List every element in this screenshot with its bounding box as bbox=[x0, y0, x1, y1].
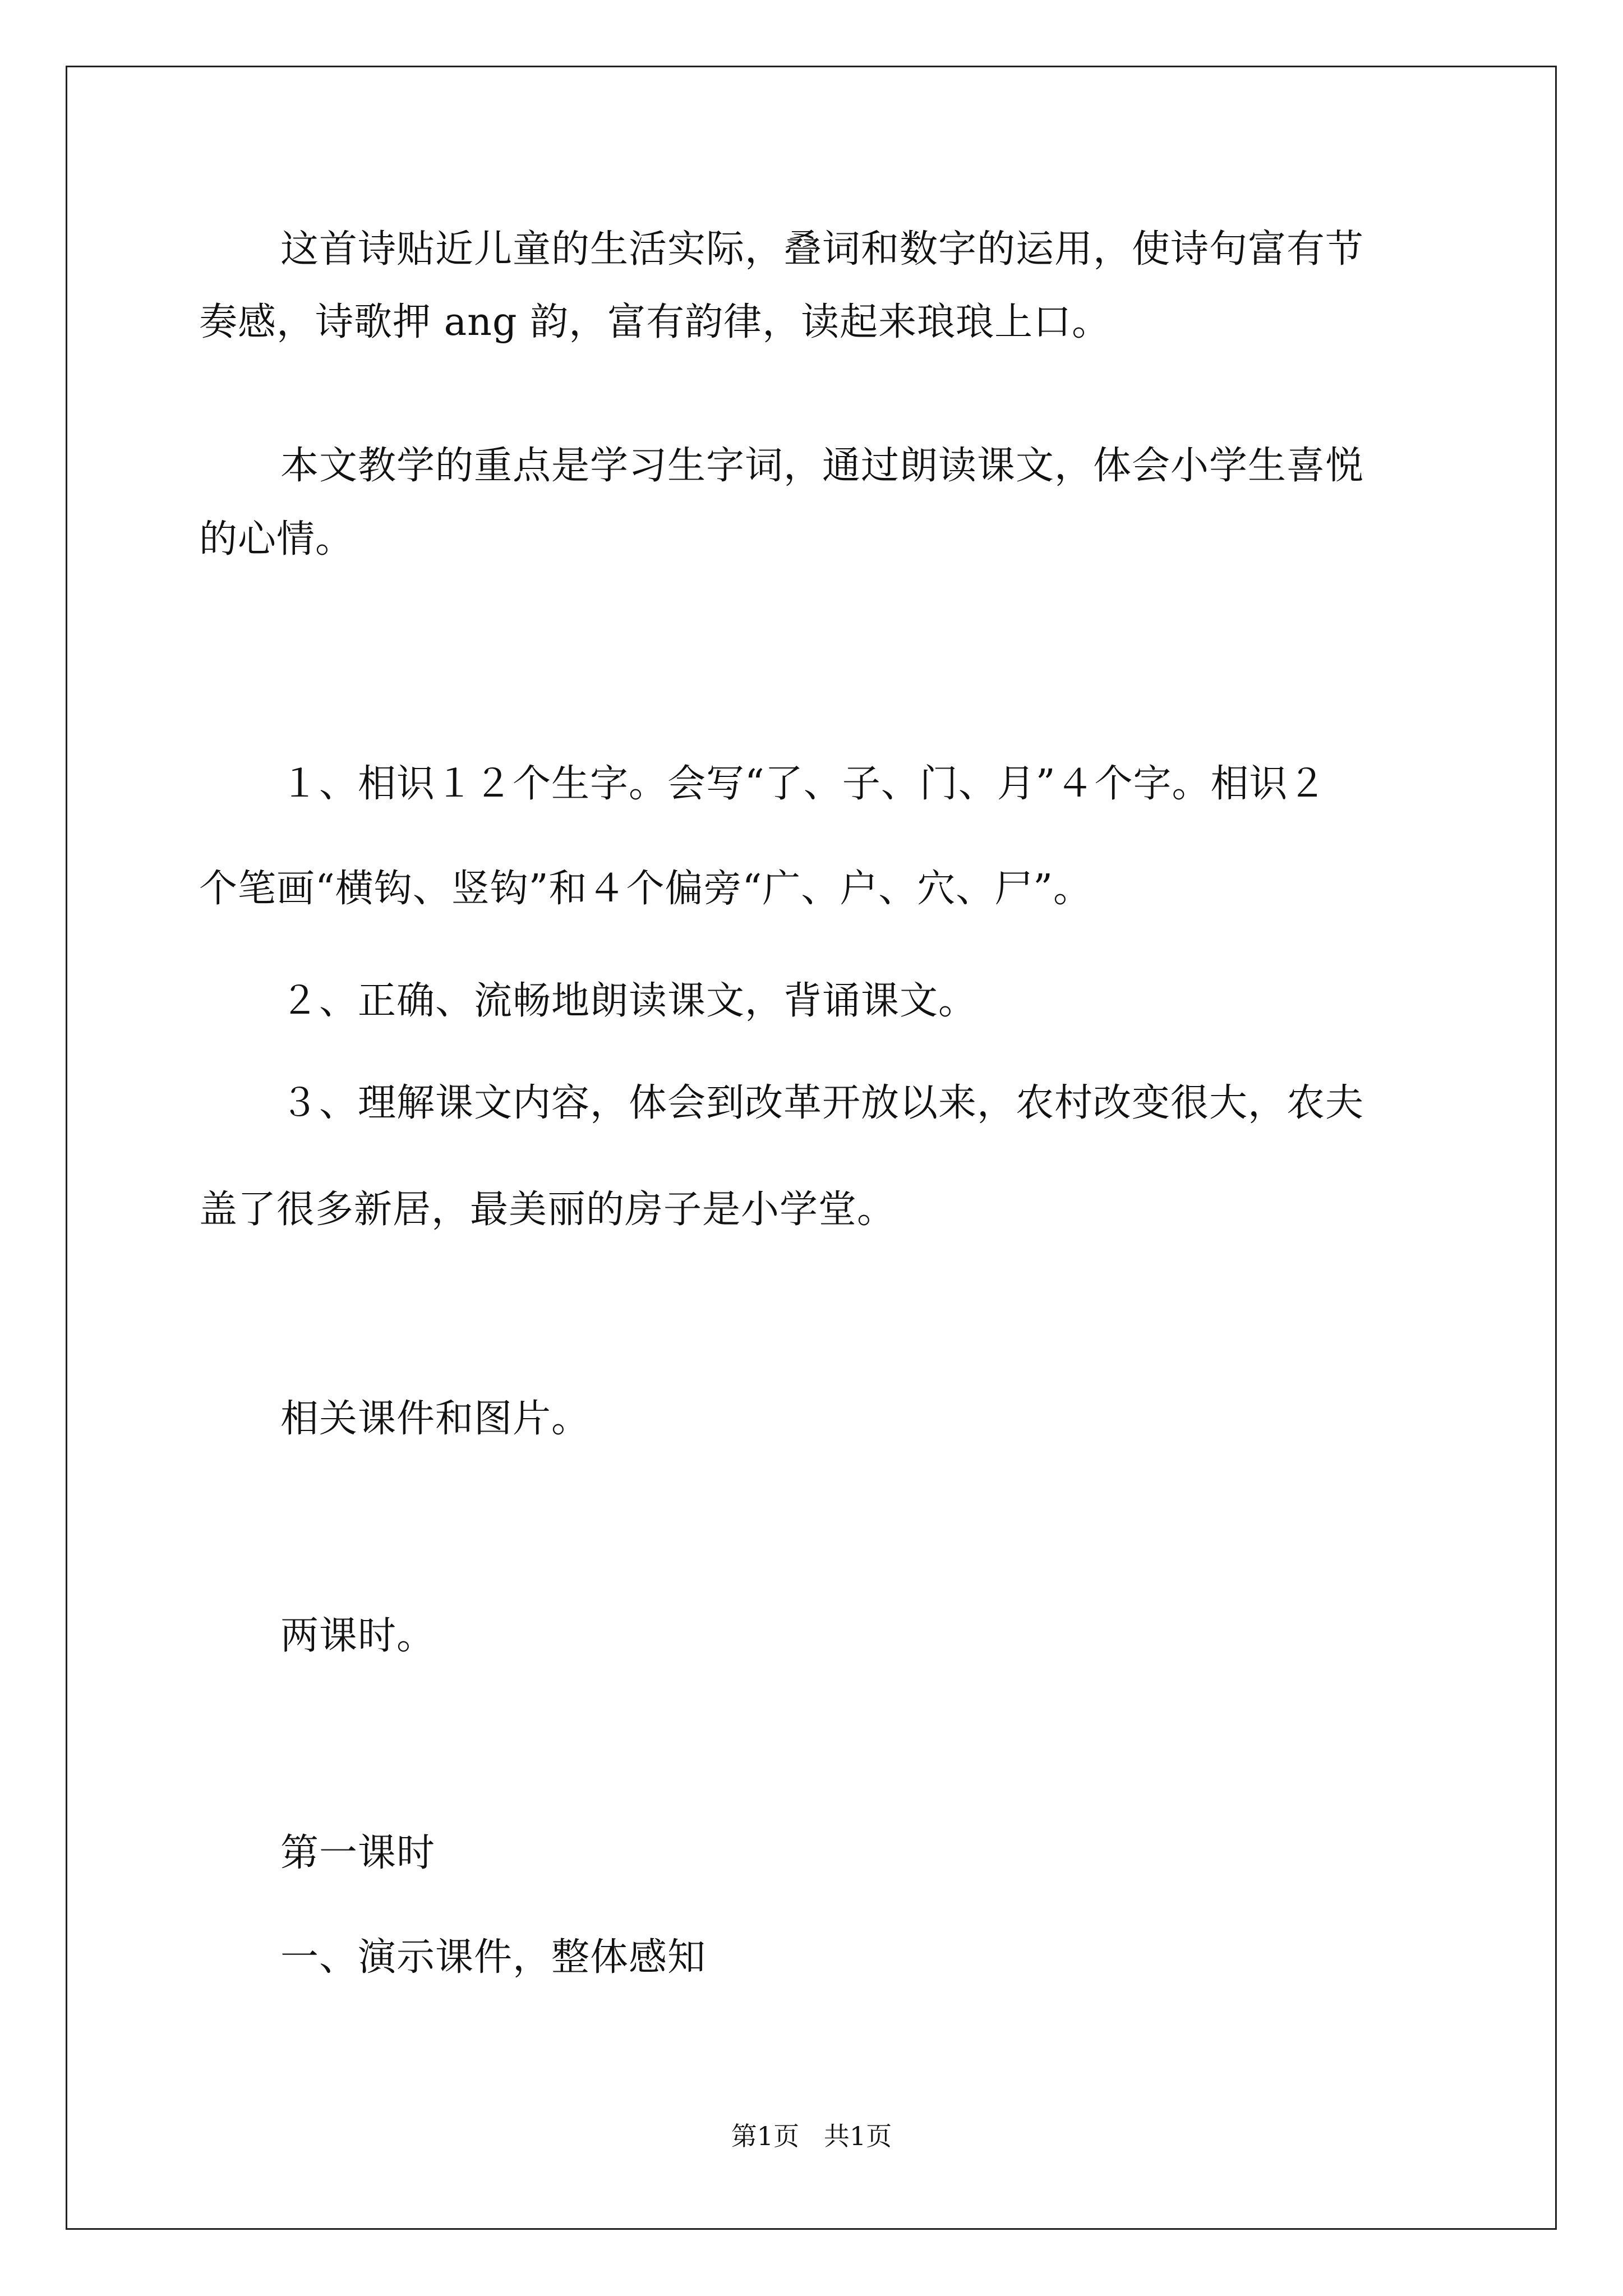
text-line: 的心情。 bbox=[199, 517, 354, 562]
text-line: 第一课时 bbox=[280, 1831, 436, 1875]
text-line: 奏感，诗歌押 ang 韵，富有韵律，读起来琅琅上口。 bbox=[199, 300, 1111, 344]
text-line: 个笔画“横钩、竖钩”和４个偏旁“广、户、穴、尸”。 bbox=[199, 867, 1092, 911]
text-line: １、相识１２个生字。会写“了、子、门、月”４个字。相识２ bbox=[280, 762, 1327, 806]
text-line: 盖了很多新居，最美丽的房子是小学堂。 bbox=[199, 1188, 896, 1232]
text-line: ３、理解课文内容，体会到改革开放以来，农村改变很大，农夫 bbox=[280, 1081, 1364, 1125]
text-line: 两课时。 bbox=[280, 1614, 436, 1658]
text-line: 一、演示课件，整体感知 bbox=[280, 1935, 707, 1980]
text-line: ２、正确、流畅地朗读课文，背诵课文。 bbox=[280, 979, 978, 1023]
text-line: 相关课件和图片。 bbox=[280, 1397, 591, 1441]
text-line: 这首诗贴近儿童的生活实际，叠词和数字的运用，使诗句富有节 bbox=[280, 227, 1364, 272]
page-number-footer: 第1页 共1页 bbox=[731, 2121, 892, 2151]
page-border bbox=[66, 66, 1557, 2230]
text-line: 本文教学的重点是学习生字词，通过朗读课文，体会小学生喜悦 bbox=[280, 444, 1364, 488]
